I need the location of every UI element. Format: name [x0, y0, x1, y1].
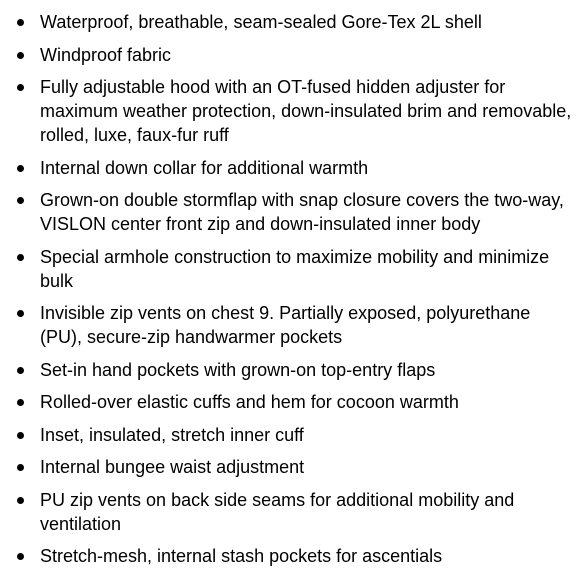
feature-text: Waterproof, breathable, seam-sealed Gore-Tex 2L shell	[40, 12, 482, 32]
feature-text: Fully adjustable hood with an OT-fused hidden adjuster for maximum weather protection, down-insulated brim and removable, rolled, luxe, faux-fur ruff	[40, 77, 572, 145]
bullet-icon	[17, 84, 24, 91]
bullet-icon	[17, 197, 24, 204]
feature-item	[0, 10, 580, 34]
feature-text: Stretch-mesh, internal stash pockets for ascentials	[40, 546, 443, 566]
feature-item	[0, 156, 580, 180]
feature-text: Set-in hand pockets with grown-on top-entry flaps	[40, 359, 436, 380]
bullet-icon	[17, 497, 24, 504]
bullet-icon	[17, 310, 24, 317]
feature-item	[0, 75, 580, 147]
feature-item	[0, 390, 580, 414]
bullet-icon	[17, 553, 24, 560]
feature-text: PU zip vents on back side seams for additional mobility and ventilation	[40, 489, 515, 534]
bullet-icon	[17, 367, 24, 374]
feature-item	[0, 358, 580, 382]
feature-text: Internal down collar for additional warmth	[40, 157, 369, 178]
feature-text: Special armhole construction to maximize mobility and minimize bulk	[40, 246, 550, 291]
feature-item	[0, 544, 580, 568]
feature-text: Invisible zip vents on chest 9. Partially exposed, polyurethane (PU), secure-zip handwarmer pockets	[40, 303, 531, 347]
feature-item	[0, 423, 580, 447]
feature-text: Windproof fabric	[40, 44, 172, 65]
feature-item	[0, 455, 580, 479]
bullet-icon	[17, 432, 24, 439]
bullet-icon	[17, 165, 24, 172]
feature-text: Inset, insulated, stretch inner cuff	[40, 424, 304, 445]
bullet-icon	[17, 464, 24, 471]
feature-text: Rolled-over elastic cuffs and hem for cocoon warmth	[40, 392, 459, 412]
bullet-icon	[17, 52, 24, 59]
feature-item	[0, 301, 580, 349]
feature-text: Internal bungee waist adjustment	[40, 457, 305, 477]
bullet-icon	[17, 19, 24, 26]
feature-text: Grown-on double stormflap with snap closure covers the two-way, VISLON center front zip and down-insulated inner body	[40, 190, 564, 234]
bullet-icon	[17, 399, 24, 406]
bullet-icon	[17, 254, 24, 261]
feature-item	[0, 245, 580, 293]
feature-item	[0, 43, 580, 67]
feature-item	[0, 488, 580, 536]
feature-item	[0, 188, 580, 236]
